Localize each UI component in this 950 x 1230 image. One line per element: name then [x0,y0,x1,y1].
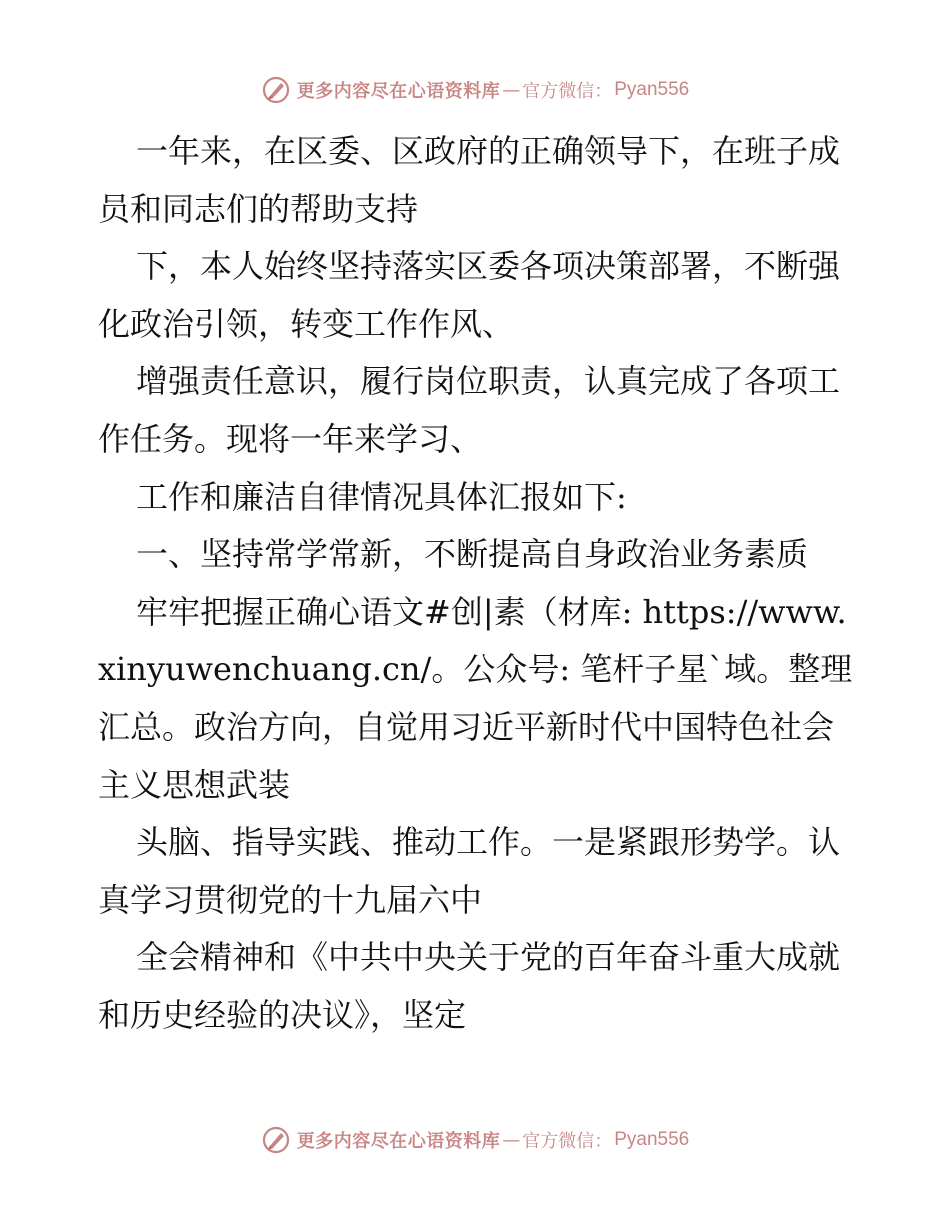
paragraph: 一年来，在区委、区政府的正确领导下，在班子成员和同志们的帮助支持 [98,132,841,228]
banner-wechat-id: Pyan556 [614,1129,690,1150]
banner-wechat-label: 官方微信： [522,1131,613,1152]
banner-separator: — [502,1129,521,1151]
quill-pen-logo-icon [261,1125,291,1155]
quill-pen-logo-icon [261,75,291,105]
banner-separator: — [502,79,521,101]
banner-site-text: 更多内容尽在心语资料库 [296,1131,501,1152]
paragraph: 工作和廉洁自律情况具体汇报如下: [136,477,627,516]
footer-banner [0,1120,950,1160]
paragraph: 头脑、指导实践、推动工作。一是紧跟形势学。认真学习贯彻党的十九届六中 [98,823,841,919]
banner-site-text: 更多内容尽在心语资料库 [296,81,501,102]
paragraph: 牢牢把握正确心语文#创|素（材库: https://www.xinyuwenchuang.cn/。公众号: 笔杆子星`域。整理汇总。政治方向，自觉用习近平新时代中国特色社会主义思想武装 [98,592,853,804]
paragraph: 全会精神和《中共中央关于党的百年奋斗重大成就和历史经验的决议》，坚定 [98,938,841,1034]
banner-wechat-label: 官方微信： [522,81,613,102]
paragraph: 增强责任意识，履行岗位职责，认真完成了各项工作任务。现将一年来学习、 [98,362,841,458]
document-body [98,123,858,1045]
banner-wechat-id: Pyan556 [614,79,690,100]
header-banner [0,70,950,110]
section-heading: 一、坚持常学常新，不断提高自身政治业务素质 [136,535,809,574]
paragraph: 下，本人始终坚持落实区委各项决策部署，不断强化政治引领，转变工作作风、 [98,247,841,343]
